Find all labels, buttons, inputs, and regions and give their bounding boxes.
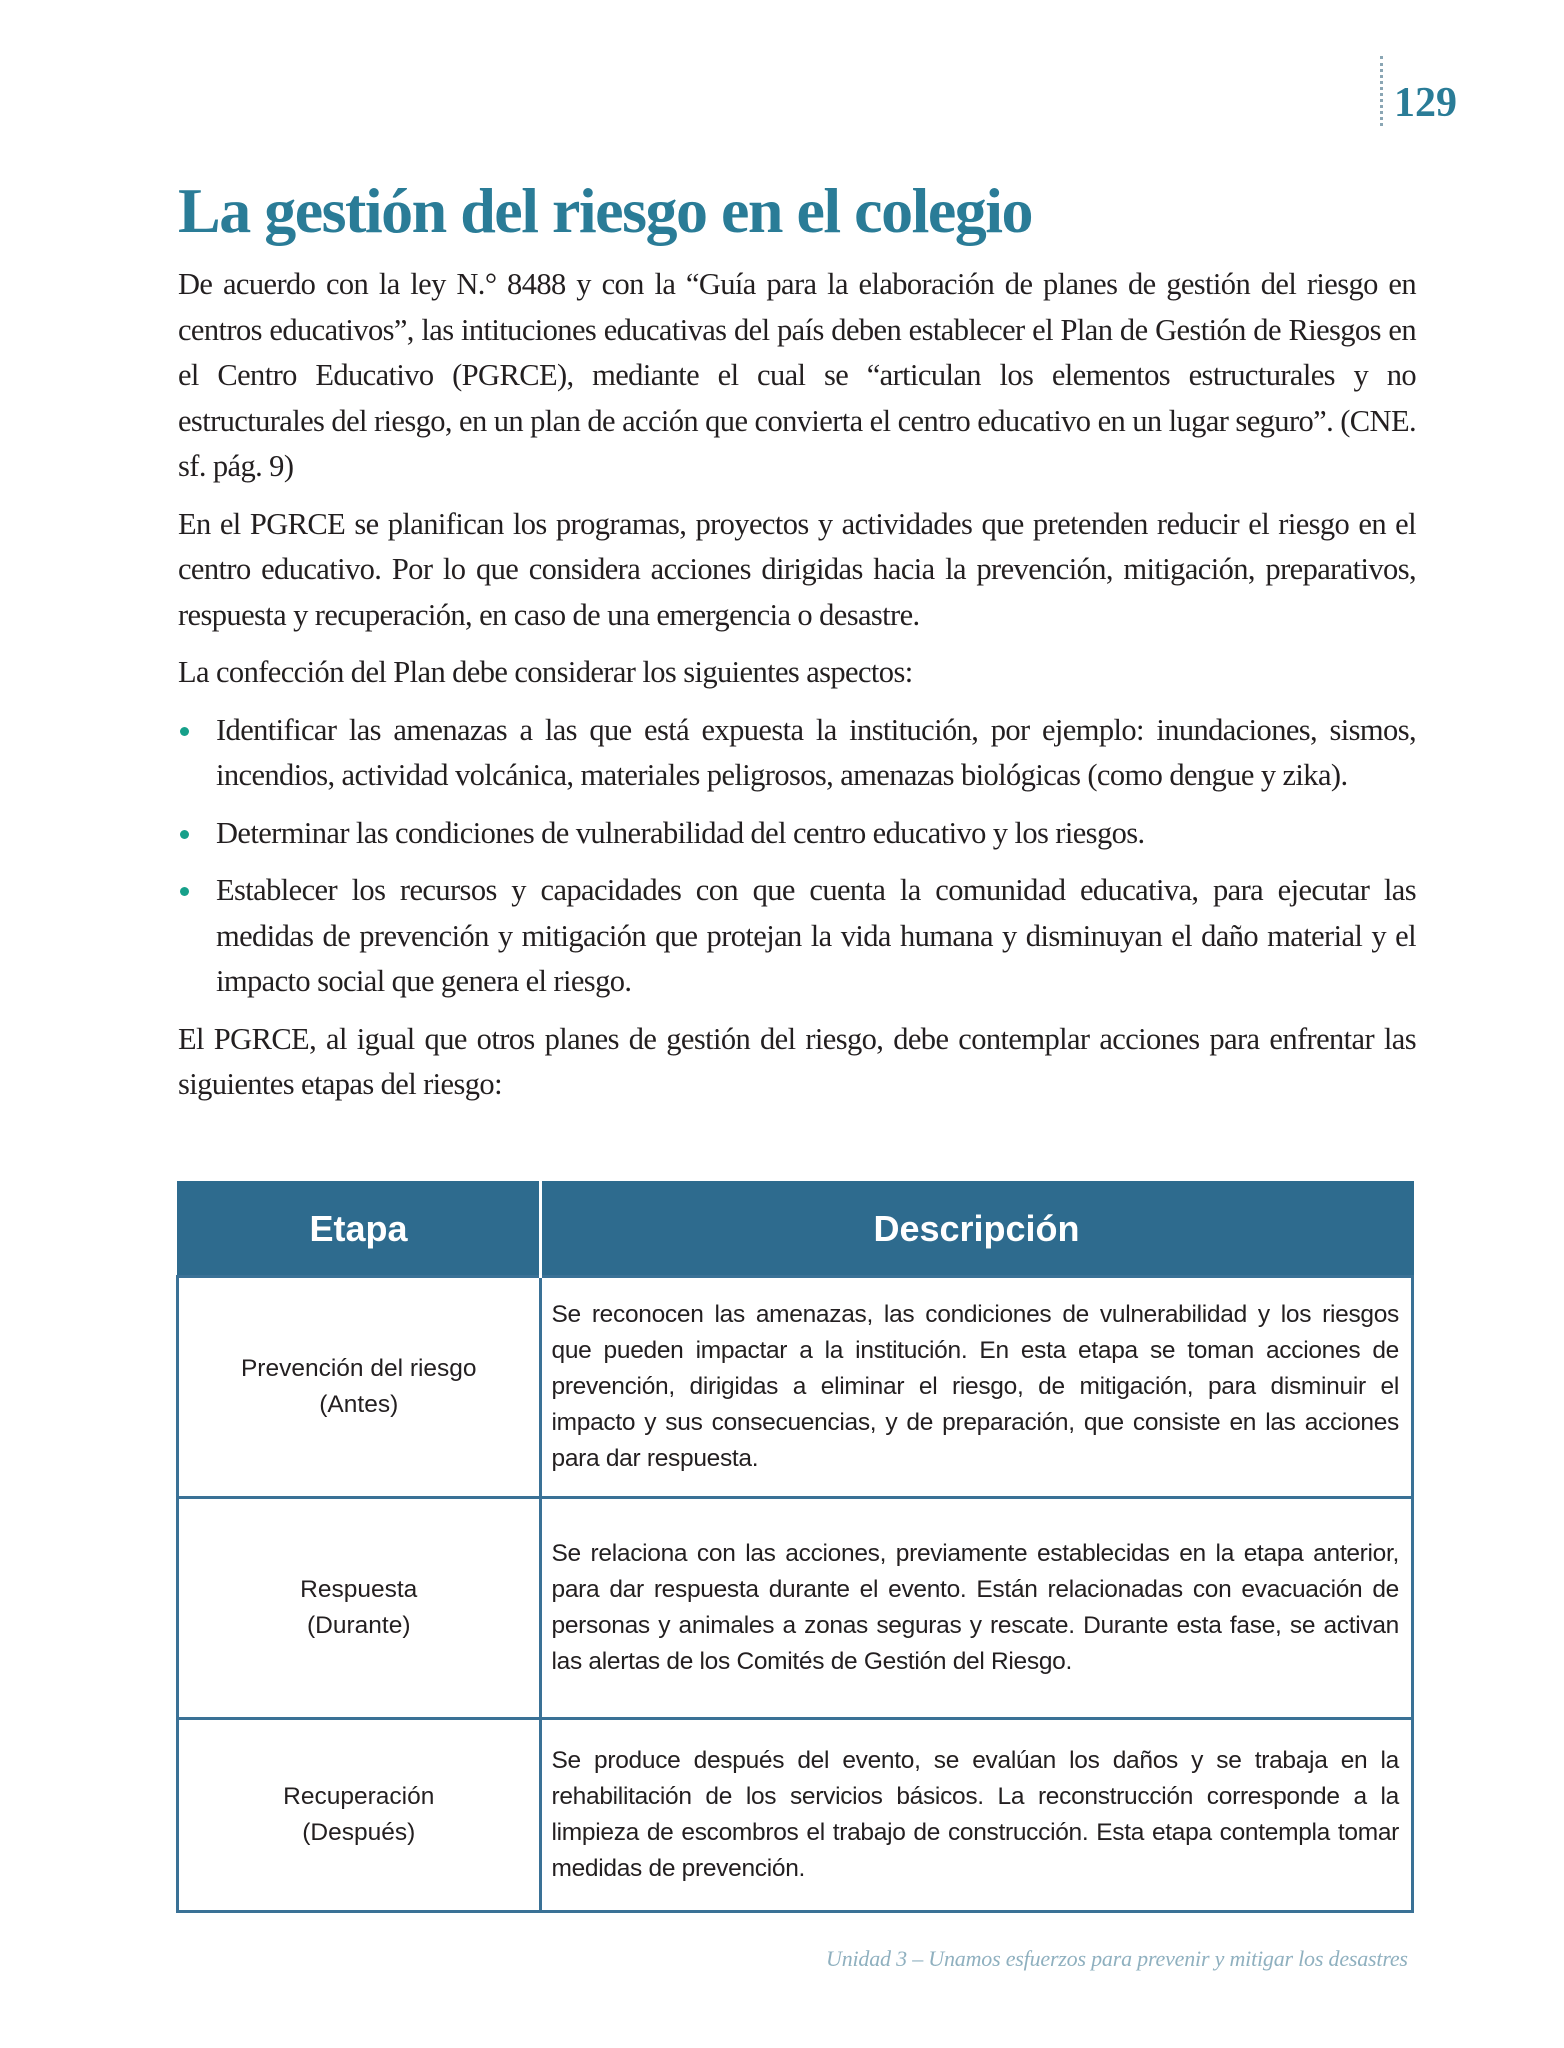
column-header-descripcion: Descripción xyxy=(540,1182,1413,1277)
stage-cell xyxy=(178,1498,541,1719)
page-number: 129 xyxy=(1394,80,1457,126)
table-row xyxy=(178,1498,1413,1719)
stage-cell xyxy=(178,1277,541,1498)
list-item-text: Determinar las condiciones de vulnerabilidad del centro educativo y los riesgos. xyxy=(216,815,1145,850)
bullet-icon xyxy=(180,830,189,839)
stage-cell xyxy=(178,1719,541,1912)
stage-timing: (Durante) xyxy=(307,1612,411,1639)
table-header-row xyxy=(178,1182,1413,1277)
stage-description: Se produce después del evento, se evalúan los daños y se trabaja en la rehabilitación de los servicios básicos. La reconstrucción corresponde a la limpieza de escombros el trabajo de construcción. Esta etapa contempla tomar medidas de prevención. xyxy=(540,1719,1413,1912)
table-row xyxy=(178,1719,1413,1912)
risk-stages-table xyxy=(176,1181,1414,1913)
stage-description: Se reconocen las amenazas, las condiciones de vulnerabilidad y los riesgos que pueden impactar a la institución. En esta etapa se toman acciones de prevención, dirigidas a eliminar el riesgo, de mitigación, para disminuir el impacto y sus consecuencias, y de preparación, que consiste en las acciones para dar respuesta. xyxy=(540,1277,1413,1498)
closing-paragraph: El PGRCE, al igual que otros planes de gestión del riesgo, debe contemplar acciones para enfrentar las siguientes etapas del riesgo: xyxy=(178,1021,1416,1101)
stage-name: Recuperación xyxy=(283,1783,435,1810)
stage-timing: (Antes) xyxy=(319,1391,399,1418)
list-item-text: Identificar las amenazas a las que está expuesta la institución, por ejemplo: inundaciones, sismos, incendios, actividad volcánica, materiales peligrosos, amenazas biológicas (como dengue y zika). xyxy=(216,712,1416,792)
stage-name: Prevención del riesgo xyxy=(240,1355,477,1382)
bullet-icon xyxy=(180,887,189,896)
body-content xyxy=(178,262,1416,1120)
stage-timing: (Después) xyxy=(302,1819,416,1846)
list-item xyxy=(178,868,1416,1005)
page-title: La gestión del riesgo en el colegio xyxy=(178,175,1033,246)
list-item xyxy=(178,708,1416,799)
page-number-divider xyxy=(1380,56,1383,126)
pgrce-paragraph: En el PGRCE se planifican los programas, proyectos y actividades que pretenden reducir el riesgo en el centro educativo. Por lo que considera acciones dirigidas hacia la prevención, mitigación, preparativos, respuesta y recuperación, en caso de una emergencia o desastre. xyxy=(178,506,1416,632)
intro-paragraph: De acuerdo con la ley N.° 8488 y con la “Guía para la elaboración de planes de gestión del riesgo en centros educativos”, las intituciones educativas del país deben establecer el Plan de Gestión de Riesgos en el Centro Educativo (PGRCE), mediante el cual se “articulan los elementos estructurales y no estructurales del riesgo, en un plan de acción que convierta el centro educativo en un lugar seguro”. (CNE. sf. pág. 9) xyxy=(178,267,1416,483)
stage-name: Respuesta xyxy=(300,1576,418,1603)
table-row xyxy=(178,1277,1413,1498)
aspects-intro-paragraph: La confección del Plan debe considerar los siguientes aspectos: xyxy=(178,655,913,689)
aspects-list xyxy=(178,708,1416,1005)
running-footer: Unidad 3 – Unamos esfuerzos para prevenir y mitigar los desastres xyxy=(826,1946,1408,1971)
list-item xyxy=(178,811,1416,857)
stage-description: Se relaciona con las acciones, previamente establecidas en la etapa anterior, para dar respuesta durante el evento. Están relacionadas con evacuación de personas y animales a zonas seguras y rescate. Durante esta fase, se activan las alertas de los Comités de Gestión del Riesgo. xyxy=(540,1498,1413,1719)
bullet-icon xyxy=(180,727,189,736)
column-header-etapa: Etapa xyxy=(178,1182,541,1277)
list-item-text: Establecer los recursos y capacidades con que cuenta la comunidad educativa, para ejecutar las medidas de prevención y mitigación que protejan la vida humana y disminuyan el daño material y el impacto social que genera el riesgo. xyxy=(216,873,1416,998)
